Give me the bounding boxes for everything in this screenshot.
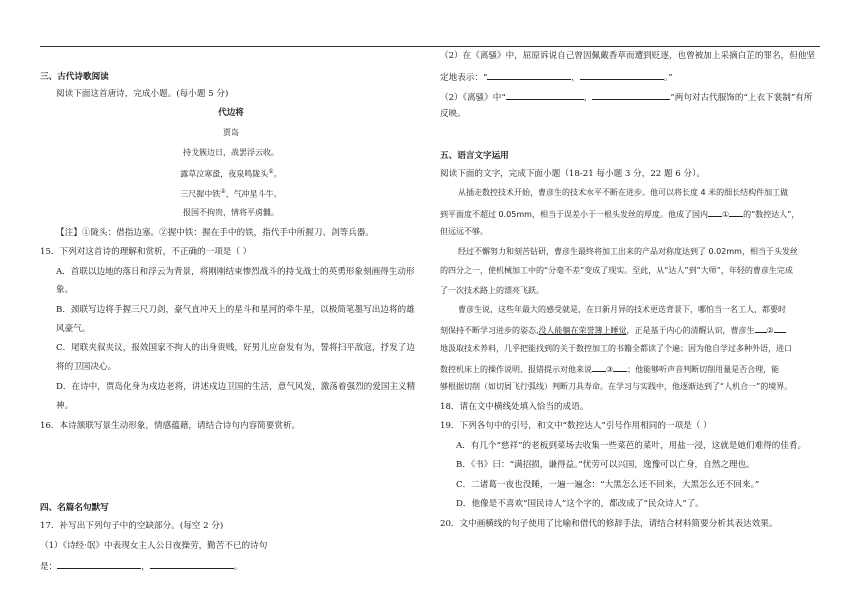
q15-option-c: C．尾联夹叙夹议，报效国家不拘人的出身贵贱，好男儿应奋发有为，誓将扫平敌寇，抒发了边 (56, 343, 415, 353)
blank-number-2: ② (766, 326, 774, 335)
blank-number-1: ① (721, 210, 730, 219)
poem-line-3 (40, 186, 422, 201)
p1-text: 到平面度不超过 0.05mm，相当于误差小于一根头发丝的厚度。他成了国内 (440, 210, 708, 219)
question-16: 16．本诗颔联写景生动形象，情感蕴藉，请结合诗句内容简要赏析。 (40, 421, 301, 431)
q17-2-end: 。” (663, 73, 673, 83)
q15-option-b: B．颈联写边将手握三尺刀剑，豪气直冲天上的星斗和星河的牵牛星，以极简笔墨写出边将的雄 (56, 305, 415, 315)
p3-text: 刻保持不断学习进步的姿态, (440, 326, 539, 335)
question-20: 20．文中画横线的句子使用了比喻和借代的修辞手法，请结合材料简要分析其表达效果。 (440, 519, 778, 529)
p3-text-2-end: ；他能够听声音判断切削用量是否合理，能 (627, 365, 780, 374)
passage-p3-l4 (440, 362, 779, 376)
poem-line-3-text: 三尺握中铁 (180, 189, 221, 199)
passage-p3-l1: 曹彦生说，这些年最大的感受就是，在日新月异的技术更迭背景下，哪怕当一名工人，都要时 (458, 305, 786, 314)
poem-line-4: 报国不拘贵，情将平虏雠。 (183, 208, 279, 217)
q19-option-a: A．有几个“慈祥”的老板到菜场去收集一些菜芭的菜叶，用盐一浸，这就是她们难得的佳肴。 (456, 441, 807, 451)
q17-3-comma: ， (583, 93, 593, 103)
answer-blank[interactable] (755, 323, 767, 333)
section4-title: 四、名篇名句默写 (40, 503, 109, 513)
poem-line-2-end: 。 (273, 169, 282, 179)
p3-text-mid: ，正是基于内心的清醒认识，曹彦生 (626, 326, 755, 335)
passage-p3-l3: 地汲取技术养料，几乎把能找到的关于数控加工的书籍全都读了个遍；因为他自学过多种外语，进口 (440, 344, 792, 353)
passage-p1-l1: 从插走数控技术开始，曹彦生的技术水平不断在进步。他可以将长度 4 米的细长结构件加工做 (458, 188, 789, 197)
q17-part-2: （2）在《离骚》中，屈原诉说自己曾因佩戴香草而遭到贬逐，也曾被加上采摘白芷的罪名，但他坚 (440, 51, 816, 61)
q17-3-prefix: （2）《离骚》中“ (440, 93, 506, 103)
p3-text-2: 数控机床上的操作说明、报错提示对他来说 (440, 365, 592, 374)
poem-line-2 (40, 166, 422, 181)
q17-part-3 (440, 90, 812, 104)
answer-blank[interactable] (506, 90, 584, 100)
answer-blank[interactable] (729, 207, 743, 217)
q17-1-period: 。 (233, 562, 243, 572)
q17-1-prefix: 是： (40, 562, 58, 572)
poem-author: 贾岛 (223, 128, 239, 137)
passage-p1-l2 (440, 207, 799, 221)
q15-option-b-cont: 风豪气。 (56, 324, 91, 334)
answer-blank[interactable] (613, 362, 627, 372)
note-marker-1: ① (268, 168, 274, 175)
q15-option-d-cont: 神。 (56, 401, 74, 411)
answer-blank[interactable] (150, 559, 234, 569)
p1-text-end: 的“数控达人”， (743, 210, 800, 219)
passage-p2-l1: 经过不懈努力和刻苦钻研，曹彦生最终将加工出来的产品对称度达到了 0.02mm，相当于头发丝 (458, 247, 798, 256)
poem-line-3-end: ，气冲星斗牛。 (225, 189, 282, 199)
q17-part-2-answer (440, 70, 673, 84)
q19-option-d: D．他像是不喜欢“国民诗人”这个字的，都改成了“民众诗人”了。 (456, 499, 704, 509)
question-17: 17．补写出下列句子中的空缺部分。(每空 2 分) (40, 521, 224, 531)
answer-blank[interactable] (592, 90, 670, 100)
q19-option-c: C．二诸葛一夜也没睡，一遍一遍念：“大黑怎么还不回来，大黑怎么还不回来。” (456, 480, 760, 490)
q19-option-b: B．《书》曰：“满招损，谦得益。”忧劳可以兴国，逸豫可以亡身，自然之理也。 (456, 460, 755, 470)
poem-title: 代边将 (218, 108, 244, 118)
passage-p2-l2: 的四分之一，使机械加工中的“分毫不差”变成了现实。至此，从“达人”到“大师”，年轻的曹彦生完成 (440, 266, 793, 275)
question-18: 18．请在文中横线处填入恰当的成语。 (440, 402, 589, 412)
answer-blank[interactable] (57, 559, 141, 569)
passage-p3-l2 (440, 323, 786, 337)
poem-note: 【注】①陇头：借指边塞。②握中铁：握在手中的铁，指代手中所握刀、剑等兵器。 (56, 228, 374, 238)
q15-option-a: A．首联以边地的落日和浮云为背景，将刚刚结束惨烈战斗的持戈战士的英勇形象刻画得生动形 (56, 267, 415, 277)
q17-part-3-cont: 反映。 (440, 109, 466, 119)
q17-part-1-answer (40, 559, 242, 573)
q17-3-end: ”两句对古代服饰的“上衣下裳制”有所 (670, 93, 813, 103)
top-rule (40, 46, 820, 47)
q15-option-a-cont: 象。 (56, 285, 74, 295)
section5-title: 五、语言文字运用 (440, 151, 509, 161)
q17-part-1: （1）《诗经·氓》中表现女主人公日夜操劳，勤苦不已的诗句 (40, 541, 268, 551)
blank-number-3: ③ (606, 365, 614, 374)
question-15: 15．下列对这首诗的理解和赏析，不正确的一项是（ ） (40, 247, 252, 257)
underlined-sentence: 没人能躺在荣誉簿上睡觉 (538, 326, 627, 335)
note-marker-2: ② (220, 188, 226, 195)
answer-blank[interactable] (592, 362, 606, 372)
q17-1-comma: ， (141, 562, 150, 572)
q15-option-c-cont: 将的卫国决心。 (56, 362, 117, 372)
section3-intro: 阅读下面这首唐诗，完成小题。(每小题 5 分) (56, 89, 229, 99)
section3-title: 三、古代诗歌阅读 (40, 72, 109, 82)
answer-blank[interactable] (487, 70, 571, 80)
q17-2-prefix: 定地表示：“ (440, 73, 488, 83)
passage-p3-l5: 够根据切削（如切屑飞行弧线）判断刀具寿命。在学习与实践中，他逐渐达到了“人机合一”的境界。 (440, 382, 793, 391)
q15-option-d: D．在诗中，贾岛化身为戍边老将，讲述戍边卫国的生活，意气风发，激荡着强烈的爱国主义精 (56, 382, 416, 392)
passage-p2-l3: 了一次技术路上的漂亮飞跃。 (440, 286, 544, 295)
poem-line-1: 持戈簇边日，战罢浮云收。 (183, 148, 279, 157)
poem-line-2-text: 露草泣寒蛩，夜泉鸣陇头 (180, 169, 269, 179)
answer-blank[interactable] (708, 207, 722, 217)
answer-blank[interactable] (580, 70, 664, 80)
section5-intro: 阅读下面的文字，完成下面小题（18-21 每小题 3 分，22 题 6 分）。 (440, 169, 705, 179)
answer-blank[interactable] (774, 323, 786, 333)
question-19: 19．下列各句中的引号，和文中“数控达人”引号作用相同的一项是（ ） (440, 421, 712, 431)
passage-p1-l3: 但远远不够。 (440, 227, 488, 236)
q17-2-comma: ， (571, 73, 580, 83)
